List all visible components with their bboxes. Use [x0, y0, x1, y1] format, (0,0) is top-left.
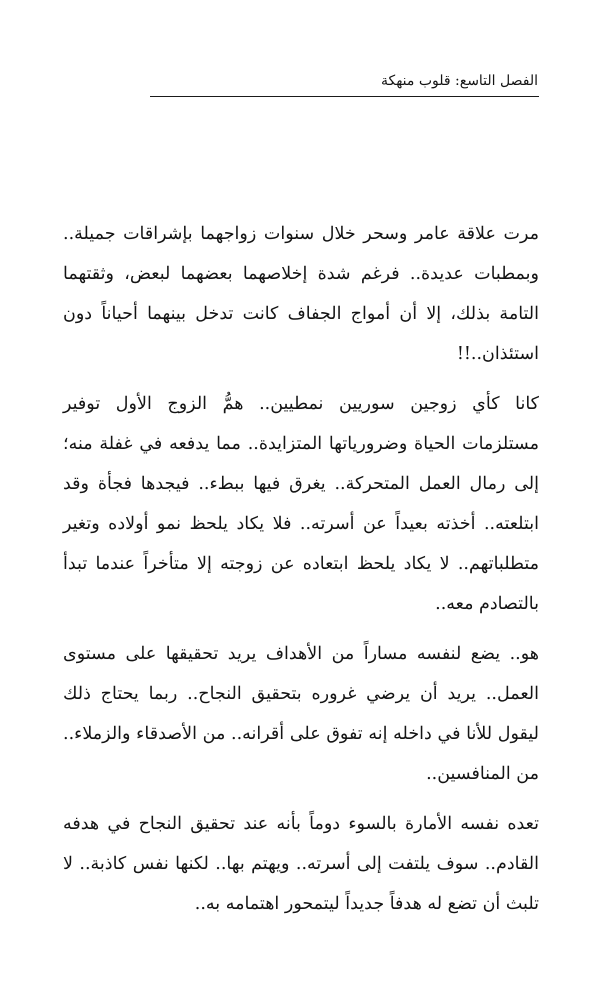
paragraph-4: تعده نفسه الأمارة بالسوء دوماً بأنه عند تحقيق النجاح في هدفه القادم.. سوف يلتفت إلى أسرته.. ويهتم بها.. لكنها نفس كاذبة.. لا تلبث أن تضع له هدفاً جديداً ليتمحور اهتمامه به.. — [63, 814, 539, 914]
chapter-running-header: الفصل التاسع: قلوب منهكة — [380, 73, 538, 89]
paragraph-3: هو.. يضع لنفسه مساراً من الأهداف يريد تحقيقها على مستوى العمل.. يريد أن يرضي غروره بتحقيق النجاح.. ربما يحتاج ذلك ليقول للأنا في داخله إنه تفوق على أقرانه.. من الأصدقاء والزملاء.. من المنافسين.. — [63, 644, 539, 784]
paragraph-1: مرت علاقة عامر وسحر خلال سنوات زواجهما بإشراقات جميلة.. وبمطبات عديدة.. فرغم شدة إخلاصهما بعضهما لبعض، وثقتهما التامة بذلك، إلا أن أمواج الجفاف كانت تدخل بينهما أحياناً دون استئذان..!! — [63, 224, 539, 364]
paragraph-2: كانا كأي زوجين سوريين نمطيين.. همُّ الزوج الأول توفير مستلزمات الحياة وضرورياتها المتزايدة.. مما يدفعه في غفلة منه؛ إلى رمال العمل المتحركة.. يغرق فيها ببطء.. فيجدها فجأة وقد ابتلعته.. أخذته بعيداً عن أسرته.. فلا يكاد يلحظ نمو أولاده وتغير متطلباتهم.. لا يكاد يلحظ ابتعاده عن زوجته إلا متأخراً عندما تبدأ بالتصادم معه.. — [63, 394, 539, 614]
page-body — [63, 214, 539, 934]
header-rule — [150, 96, 539, 97]
